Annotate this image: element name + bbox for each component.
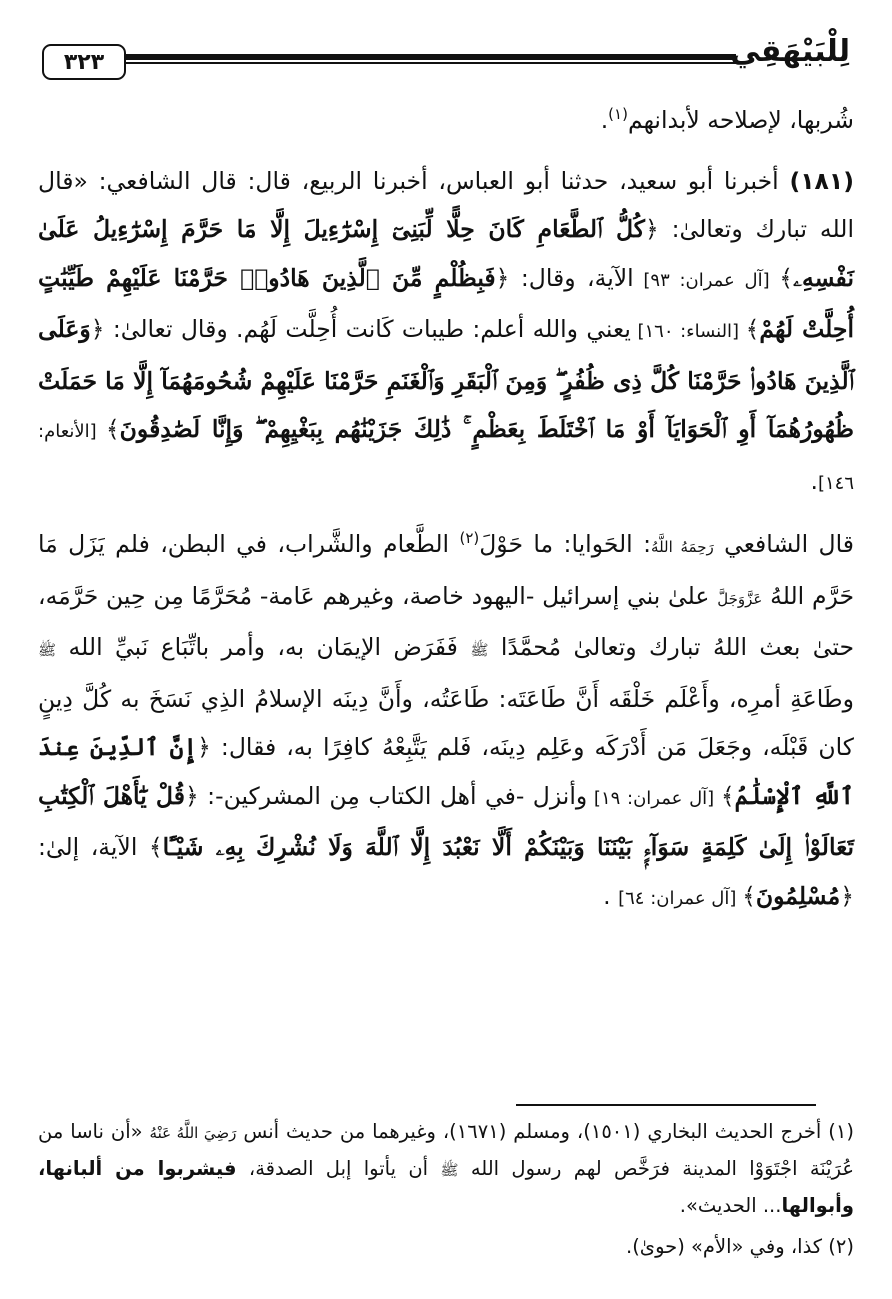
text-run: . [600,106,609,134]
quran-bracket-close-icon: ﴾ [779,263,794,292]
page-number-box [42,44,126,80]
verse-reference: [آل عمران: ١٩] [587,787,721,809]
header-rule-thick [126,54,736,60]
honorific: ﷺ [470,641,489,659]
page-header [38,20,854,84]
narration-number: (١٨١) [789,166,854,195]
quran-bracket-open-icon: ﴿ [644,215,659,243]
text-run: الطَّعام والشَّراب، في البطن، فلم يَزَل مَا حَرَّم اللهُ [38,530,854,610]
shafii-commentary [38,520,854,923]
quran-bracket-close-icon: ﴾ [148,833,163,861]
honorific: ﷺ [440,1161,459,1179]
book-page [38,20,854,1282]
quran-verse: مُسْلِمُونَ [755,881,841,910]
honorific: عَزَّوَجَلَّ [717,589,763,608]
footnote-divider [516,1104,816,1106]
honorific: رَضِيَ اللَّهُ عَنْهُ [149,1124,237,1142]
text-run: قال الشافعي [713,530,854,558]
quran-bracket-close-icon: ﴾ [745,315,760,343]
text-run: الآية، إلىٰ: [38,833,149,861]
text-run: الآية، وقال: [509,263,634,292]
verse-reference: [آل عمران: ٩٣] [633,269,780,291]
text-run: ... الحديث». [679,1194,782,1217]
text-run: أن يأتوا إبل الصدقة، [236,1157,441,1180]
main-text [38,96,854,923]
text-run: وأنزل -في أهل الكتاب مِن المشركين-: [198,781,588,810]
quran-bracket-open-icon: ﴿ [90,315,105,343]
bold-text: فيشربوا من ألبانها، وأبوالها [38,1157,854,1217]
paragraph-continuation [38,96,854,145]
footnote-marker-2: (٢) [459,529,480,548]
quran-verse: قُلْ يَٰٓأَهْلَ ٱلْكِتَٰبِ تَعَالَوْا۟ إِلَىٰ كَلِمَةٍ سَوَآءٍۭ بَيْنَنَا وَبَيْنَكُمْ أَلَّا نَعْبُدَ إِلَّا ٱللَّهَ وَلَا نُشْرِكَ بِهِۦ شَيْـًٔا [38,781,854,861]
verse-reference: [الأنعام: ١٤٦] [38,421,854,494]
quran-bracket-open-icon: ﴿ [197,733,211,761]
narration-181 [38,157,854,509]
text-run: «أن ناسا من عُرَيْنَة اجْتَوَوْا المدينة فرَخَّص لهم رسول الله [38,1120,854,1180]
text-run: : الحَوايا: ما حَوْلَ [479,530,652,558]
quran-verse: وَعَلَى ٱلَّذِينَ هَادُوا۟ حَرَّمْنَا كُلَّ ذِى ظُفُرٍ ۖ وَمِنَ ٱلْبَقَرِ وَٱلْغَنَمِ حَرَّمْنَا عَلَيْهِمْ شُحُومَهُمَآ إِلَّا مَا حَمَلَتْ ظُهُورُهُمَآ أَوِ ٱلْحَوَايَآ أَوْ مَا ٱخْتَلَطَ بِعَظْمٍ ۚ ذَٰلِكَ جَزَيْنَٰهُم بِبَغْيِهِمْ ۖ وَإِنَّا لَصَٰدِقُونَ [38,315,854,443]
footnotes [38,1114,854,1264]
page-number: ٣٢٣ [63,49,105,75]
running-title: لِلْبَيْهَقِي [730,34,850,69]
quran-bracket-open-icon: ﴿ [840,881,854,910]
footnote-1 [38,1114,854,1223]
verse-reference: [آل عمران: ٦٤] [618,887,743,909]
honorific: رَحِمَهُ اللَّهُ [651,538,714,556]
header-rule [126,54,736,65]
honorific: ﷺ [38,641,57,659]
footnote-2: (٢) كذا، وفي «الأم» (حوىٰ). [626,1235,854,1258]
quran-bracket-close-icon: ﴾ [742,881,756,910]
verse-reference: [النساء: ١٦٠] [630,321,746,342]
text-run: يعني والله أعلم: طيبات كَانت أُحِلَّت لَهُم. وقال تعالىٰ: [104,315,631,343]
quran-verse: فَبِظُلْمٍ مِّنَ ٱلَّذِينَ هَادُوا۟ حَرَّمْنَا عَلَيْهِمْ طَيِّبَٰتٍ أُحِلَّتْ لَهُمْ [38,263,854,343]
footnote-marker-1: (١) [608,105,628,124]
quran-bracket-open-icon: ﴿ [495,263,510,292]
header-rule-thin [126,62,736,64]
text-run: (١) أخرج الحديث البخاري (١٥٠١)، ومسلم (١٦٧١)، وغيرهما من حديث أنس [236,1120,854,1143]
quran-bracket-close-icon: ﴾ [720,781,735,810]
quran-bracket-close-icon: ﴾ [105,415,120,443]
quran-verse: إِنَّ ٱلدِّينَ عِندَ ٱللَّهِ ٱلْإِسْلَٰمُ [38,733,854,810]
quran-bracket-open-icon: ﴿ [184,781,199,810]
text-run: . [603,881,619,910]
text-run: وطَاعَةِ أمرِه، وأَعْلَم خَلْقَه أَنَّ طَاعَتَه: طَاعَتُه، وأَنَّ دِينَه الإسلامُ الذِي نَسَخَ به كُلَّ دِينٍ كان قَبْلَه، وجَعَلَ مَن أَدْرَكَه وعَلِم دِينَه، فَلم يَتَّبِعْهُ كافِرًا به، فقال: [38,684,854,761]
text-run: شُربها، لإصلاحه لأبدانهم [627,106,854,134]
quran-verse: كُلُّ ٱلطَّعَامِ كَانَ حِلًّا لِّبَنِىٓ إِسْرَٰٓءِيلَ إِلَّا مَا حَرَّمَ إِسْرَٰٓءِيلُ عَلَىٰ نَفْسِهِۦ [38,215,854,292]
text-run: أخبرنا أبو سعيد، حدثنا أبو العباس، أخبرنا الربيع، قال: قال الشافعي: «قال الله تبارك وتعالىٰ: [38,166,854,243]
text-run: فَفَرَض الإيمَان به، وأمر باتِّبَاع نَبيِّ الله [56,633,471,661]
text-run: علىٰ بني إسرائيل -اليهود خاصة، وغيرهم عَامة- مُحَرَّمًا مِن حِين حَرَّمَه، حتىٰ بعث اللهُ تبارك وتعالىٰ مُحمَّدًا [38,581,854,661]
text-run: . [810,466,818,495]
